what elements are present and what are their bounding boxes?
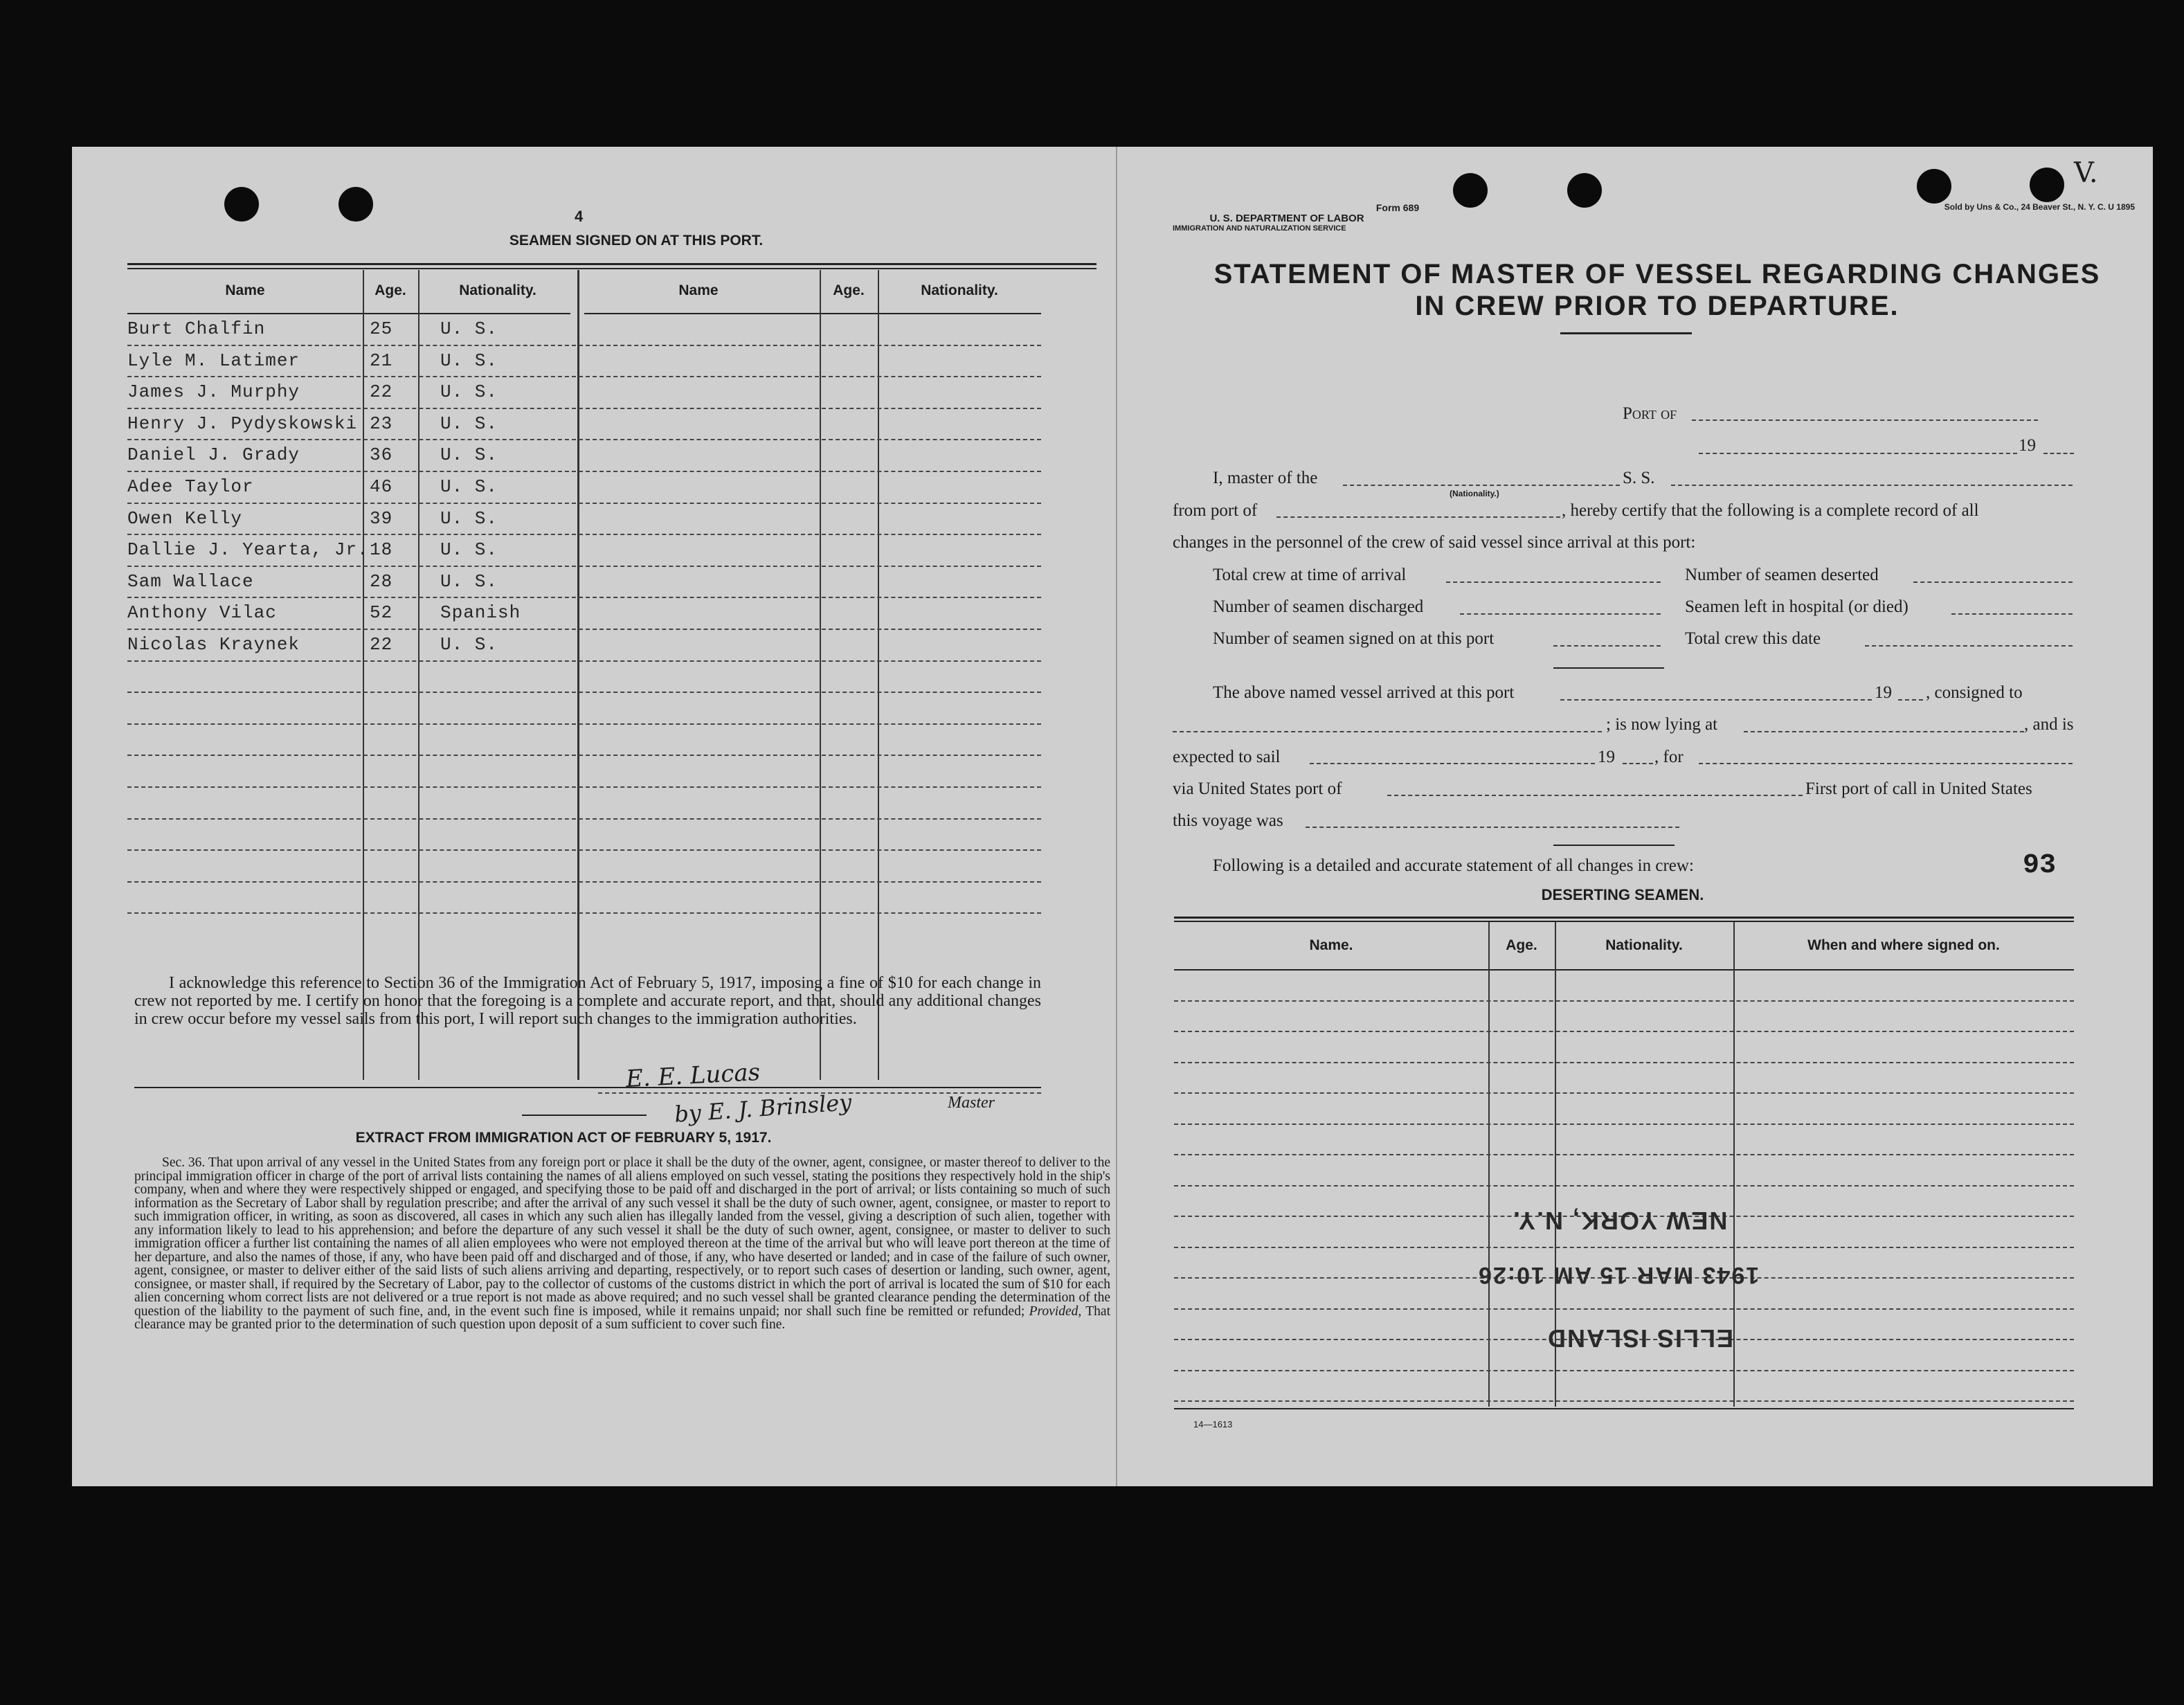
extract-title: EXTRACT FROM IMMIGRATION ACT OF FEBRUARY 5, 1917. — [355, 1130, 772, 1146]
table-row — [1174, 1400, 2074, 1402]
seaman-name: Dallie J. Yearta, Jr. — [127, 539, 369, 561]
signature-master: E. E. Lucas — [625, 1058, 761, 1094]
seaman-age: 23 — [370, 413, 393, 434]
stamp-office: ELLIS ISLAND — [1546, 1324, 1734, 1353]
seaman-age: 46 — [370, 476, 393, 497]
seaman-name: James J. Murphy — [127, 381, 300, 403]
seaman-name: Owen Kelly — [127, 507, 243, 529]
seaman-nationality: U. S. — [440, 507, 498, 529]
table-row — [1174, 1247, 2074, 1248]
voyage-was-label: this voyage was — [1173, 811, 1283, 830]
table-row — [1174, 1031, 2074, 1032]
seaman-nationality: U. S. — [440, 570, 498, 592]
left-page — [72, 147, 1117, 1486]
table-row — [1174, 1092, 2074, 1094]
table-row — [127, 692, 1041, 693]
seaman-name: Anthony Vilac — [127, 602, 277, 624]
punch-hole — [339, 187, 373, 222]
table-row — [127, 566, 1041, 567]
table-row — [127, 723, 1041, 725]
year-prefix: 19 — [2019, 436, 2036, 455]
seamen-discharged-label: Number of seamen discharged — [1213, 597, 1424, 616]
column-header-age-2: Age. — [833, 282, 865, 298]
deserting-header-nationality: Nationality. — [1605, 937, 1683, 953]
seaman-nationality: U. S. — [440, 350, 498, 371]
seaman-age: 36 — [370, 444, 393, 466]
table-row — [1174, 1308, 2074, 1310]
extract-text — [134, 1156, 1110, 1332]
changes-text: changes in the personnel of the crew of said vessel since arrival at this port: — [1173, 533, 1696, 552]
total-crew-arrival-label: Total crew at time of arrival — [1213, 566, 1407, 584]
acknowledgement-text: I acknowledge this reference to Section 36 of the Immigration Act of February 5, 1917, imposing a fine of $10 for each change in crew not reported by me. I certify on honor that the foregoing is a complete and accurate report, and that, should any additional changes in crew occur before my vessel sails from this port, I will report such changes to the immigration authorities. — [134, 974, 1041, 1028]
table-row — [1174, 1370, 2074, 1371]
punch-hole — [2030, 168, 2064, 202]
form-title-line2: IN CREW PRIOR TO DEPARTURE. — [1415, 291, 1899, 321]
department-name: U. S. DEPARTMENT OF LABOR — [1209, 213, 1364, 224]
seaman-nationality: U. S. — [440, 634, 498, 655]
section-36-body: That upon arrival of any vessel in the United States from any foreign port or place it shall be the duty of the owner, agent, consignee, or master thereof to deliver to the principal immigration officer in charge of the port of arrival lists containing the names of all aliens employed on such vessel, stating the positions they respectively hold in the ship's company, when and where they were respectively shipped or engaged, and specifying those to be paid off and discharged in the port of arrival; or lists containing so much of such information as the Secretary of Labor shall by regulation prescribe; and after the arrival of any such vessel it shall be the duty of such owner, agent, consignee, or master to report to such immigration officer, in writing, as soon as discovered, all cases in which any such alien has illegally landed from the vessel, giving a description of such alien, together with any information likely to lead to his apprehension; and before the departure of any such vessel it shall be the duty of such owner, agent, consignee, or master to deliver to such immigration officer a further list containing the names of all alien employees who were not employed thereon at the time of the arrival but who will leave port thereon at the time of her departure, and also the names of those, if any, who have been paid off and discharged and of those, if any, who have deserted or landed; and in case of the failure of such owner, agent, consignee, or master to deliver either of the said lists of such aliens arriving and departing, respectively, or to report such cases of desertion or landing, such owner, agent, consignee, or master shall, if required by the Secretary of Labor, pay to the collector of customs of the customs district in which the port of arrival is located the sum of $10 for each alien concerning whom correct lists are not delivered or a true report is not made as above required; and no such vessel shall be granted clearance pending the determination of the question of the liability to the payment of such fine, and, in the event such fine is imposed, while it remains unpaid; nor shall such fine be remitted or refunded; — [134, 1155, 1111, 1319]
seaman-age: 22 — [370, 634, 393, 655]
year-prefix-arrived: 19 — [1875, 683, 1892, 702]
signature-agent: by E. J. Brinsley — [673, 1089, 853, 1128]
column-header-name-2: Name — [678, 282, 719, 298]
table-row — [127, 818, 1041, 820]
following-text: Following is a detailed and accurate statement of all changes in crew: — [1213, 856, 1694, 875]
table-row — [127, 755, 1041, 756]
hereby-certify-text: , hereby certify that the following is a complete record of all — [1562, 501, 1979, 520]
section-label: Sec. 36. — [162, 1155, 206, 1170]
ss-label: S. S. — [1623, 469, 1655, 487]
seaman-age: 25 — [370, 318, 393, 339]
seaman-name: Sam Wallace — [127, 570, 254, 592]
port-of-label: Port of — [1623, 404, 1677, 423]
punch-hole — [224, 187, 259, 222]
year-prefix-sail: 19 — [1598, 748, 1615, 766]
seller-note: Sold by Uns & Co., 24 Beaver St., N. Y. C. U 1895 — [1944, 202, 2135, 212]
and-is-label: , and is — [2024, 715, 2074, 734]
punch-hole — [1567, 173, 1602, 208]
table-row — [127, 408, 1041, 409]
seaman-name: Lyle M. Latimer — [127, 350, 300, 371]
stamp-datetime: 1943 MAR 15 AM 10:26 — [1477, 1262, 1760, 1288]
column-header-name: Name — [225, 282, 265, 298]
seaman-name: Henry J. Pydyskowski — [127, 413, 358, 434]
seamen-hospital-label: Seamen left in hospital (or died) — [1685, 597, 1908, 616]
seamen-deserted-label: Number of seamen deserted — [1685, 566, 1879, 584]
deserting-header-signed-on: When and where signed on. — [1807, 937, 2000, 953]
total-crew-date-label: Total crew this date — [1685, 629, 1821, 648]
seaman-name: Daniel J. Grady — [127, 444, 300, 466]
punch-hole — [1917, 169, 1951, 204]
first-port-call-label: First port of call in United States — [1805, 779, 2032, 798]
from-port-label: from port of — [1173, 501, 1258, 520]
table-row — [127, 439, 1041, 440]
right-page — [1117, 147, 2153, 1486]
handwritten-number: 93 — [2023, 850, 2057, 881]
table-row — [127, 345, 1041, 346]
table-row — [127, 786, 1041, 788]
form-title-line1: STATEMENT OF MASTER OF VESSEL REGARDING CHANGES — [1213, 259, 2101, 289]
arrived-label: The above named vessel arrived at this port — [1213, 683, 1515, 702]
corner-mark: V. — [2074, 157, 2098, 189]
table-row — [1174, 1154, 2074, 1155]
via-port-label: via United States port of — [1173, 779, 1342, 798]
table-row — [127, 912, 1041, 914]
seaman-age: 21 — [370, 350, 393, 371]
column-header-nationality-2: Nationality. — [921, 282, 998, 298]
section-title: SEAMEN SIGNED ON AT THIS PORT. — [509, 233, 764, 249]
column-header-nationality: Nationality. — [459, 282, 536, 298]
nationality-note: (Nationality.) — [1450, 489, 1499, 498]
table-row — [127, 629, 1041, 630]
master-label: Master — [948, 1094, 995, 1112]
stamp-city: NEW YORK, N.Y. — [1512, 1207, 1728, 1235]
table-row — [1174, 1000, 2074, 1002]
table-row — [127, 376, 1041, 377]
column-header-age: Age. — [374, 282, 406, 298]
table-row — [127, 597, 1041, 598]
table-row — [127, 534, 1041, 535]
seaman-nationality: U. S. — [440, 318, 498, 339]
deserting-header-age: Age. — [1506, 937, 1537, 953]
table-row — [127, 881, 1041, 883]
page-number: 4 — [575, 208, 584, 225]
form-number: Form 689 — [1375, 202, 1420, 213]
seaman-age: 22 — [370, 381, 393, 403]
deserting-title: DESERTING SEAMEN. — [1541, 886, 1704, 903]
table-row — [1174, 1185, 2074, 1187]
seaman-age: 28 — [370, 570, 393, 592]
table-row — [127, 471, 1041, 472]
table-row — [127, 660, 1041, 662]
deserting-header-name: Name. — [1309, 937, 1353, 953]
seaman-name: Adee Taylor — [127, 476, 254, 497]
now-lying-label: ; is now lying at — [1606, 715, 1718, 734]
seaman-nationality: U. S. — [440, 444, 498, 466]
seaman-age: 52 — [370, 602, 393, 624]
expected-sail-label: expected to sail — [1173, 748, 1281, 766]
seaman-name: Nicolas Kraynek — [127, 634, 300, 655]
seaman-nationality: U. S. — [440, 381, 498, 403]
section-36-end: That clearance may be granted prior to the determination of such question upon deposit of a sum sufficient to cover such fine. — [134, 1303, 1110, 1332]
consigned-to-label: , consigned to — [1926, 683, 2023, 702]
service-name: IMMIGRATION AND NATURALIZATION SERVICE — [1173, 224, 1346, 233]
seamen-signed-on-label: Number of seamen signed on at this port — [1213, 629, 1495, 648]
master-of-label: I, master of the — [1213, 469, 1318, 487]
table-row — [1174, 1062, 2074, 1063]
seaman-nationality: Spanish — [440, 602, 521, 624]
seaman-age: 39 — [370, 507, 393, 529]
table-row — [127, 503, 1041, 504]
table-row — [127, 849, 1041, 851]
for-label: , for — [1654, 748, 1684, 766]
table-row — [1174, 1124, 2074, 1125]
seaman-nationality: U. S. — [440, 539, 498, 561]
seaman-age: 18 — [370, 539, 393, 561]
footer-code: 14—1613 — [1193, 1419, 1233, 1429]
provided-label: Provided, — [1029, 1303, 1082, 1319]
seaman-nationality: U. S. — [440, 476, 498, 497]
seaman-name: Burt Chalfin — [127, 318, 266, 339]
seaman-nationality: U. S. — [440, 413, 498, 434]
